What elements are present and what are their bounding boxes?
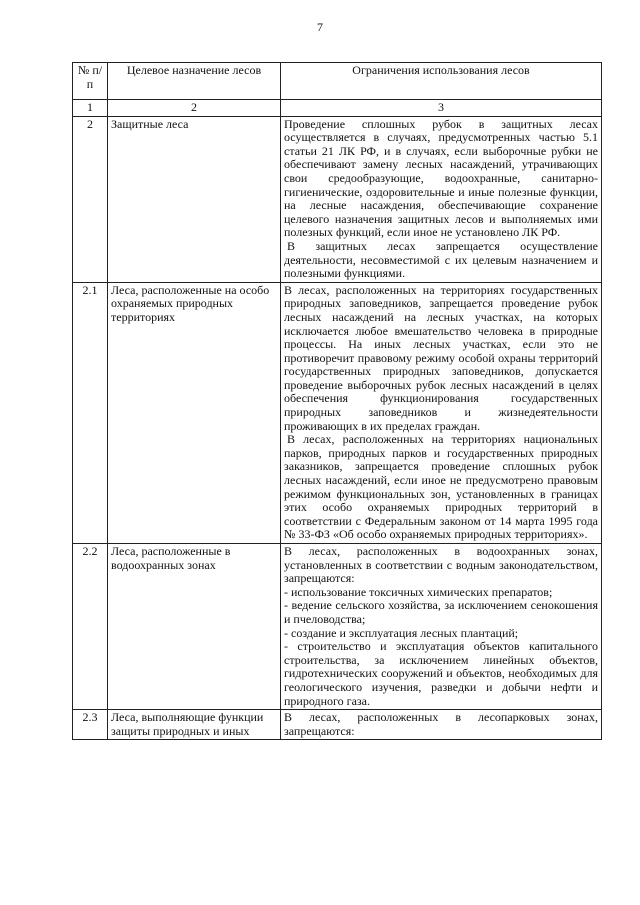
row-number: 2 [73,116,108,282]
column-index: 1 [73,100,108,117]
restriction-paragraph: В лесах, расположенных в водоохранных зонах, установленных в соответствии с водным законодательством, запрещаются: [284,544,598,586]
column-index: 3 [281,100,602,117]
restriction-text [281,282,602,543]
restriction-paragraph: В защитных лесах запрещается осуществление деятельности, несовместимой с их целевым назначением и полезными функциями. [284,238,598,281]
table-row [73,710,602,740]
restriction-text [281,116,602,282]
restriction-paragraph: Проведение сплошных рубок в защитных лесах осуществляется в случаях, предусмотренных частью 5.1 статьи 21 ЛК РФ, и в случаях, если выборочные рубки не обеспечивают замену лесных насаждений, утрачивающих свои средообразующие, водоохранные, санитарно-гигиенические, оздоровительные и иные полезные функции, на лесные насаждения, обеспечивающие сохранение целевого назначения защитных лесов и выполняемых ими полезных функций, если иное не установлено ЛК РФ. [284,116,598,240]
restriction-text [281,544,602,710]
restriction-list-item: - строительство и эксплуатация объектов капитального строительства, за исключением линейных объектов, гидротехнических сооружений и объектов, необходимых для геологического изучения, разведки и добычи нефти и природного газа. [284,639,598,708]
column-index-row [73,100,602,117]
table-row [73,116,602,282]
table-row [73,282,602,543]
restriction-paragraph: В лесах, расположенных на территориях государственных природных заповедников, запрещается проведение рубок лесных насаждений на лесных участках, на которых исключается любое вмешательство человека в природные процессы. На иных лесных участках, если это не противоречит правовому режиму особой охраны территорий государственных природных заповедников, допускается проведение выборочных рубок лесных насаждений в целях обеспечения функционирования государственных природных заповедников и жизнедеятельности проживающих в их пределах граждан. [284,282,598,433]
row-number: 2.2 [73,544,108,710]
header-number: № п/п [73,63,108,100]
restriction-text [281,710,602,740]
forest-purpose: Леса, расположенные в водоохранных зонах [108,544,281,710]
column-index: 2 [108,100,281,117]
header-restrictions: Ограничения использования лесов [281,63,602,100]
row-number: 2.1 [73,282,108,543]
table-row [73,544,602,710]
restrictions-table [72,62,602,740]
forest-purpose: Леса, выполняющие функции защиты природных и иных [108,710,281,740]
restriction-list-item: - ведение сельского хозяйства, за исключением сенокошения и пчеловодства; [284,598,598,626]
table-header-row [73,63,602,100]
restriction-list-item: - создание и эксплуатация лесных плантаций; [284,625,519,640]
restriction-list-item: - использование токсичных химических препаратов; [284,584,553,599]
row-number: 2.3 [73,710,108,740]
restriction-paragraph: В лесах, расположенных в лесопарковых зонах, запрещаются: [284,710,598,738]
header-purpose: Целевое назначение лесов [108,63,281,100]
forest-purpose: Защитные леса [108,116,281,282]
page-number: 7 [317,20,323,34]
restriction-paragraph: В лесах, расположенных на территориях национальных парков, природных парков и государственных природных заказников, запрещается проведение сплошных рубок лесных насаждений, если иное не предусмотрено правовым режимом функциональных зон, установленных в границах этих особо охраняемых природных территорий в соответствии с Федеральным законом от 14 марта 1995 года № 33-ФЗ «Об особо охраняемых природных территориях». [284,432,598,542]
forest-purpose: Леса, расположенные на особо охраняемых природных территориях [108,282,281,543]
